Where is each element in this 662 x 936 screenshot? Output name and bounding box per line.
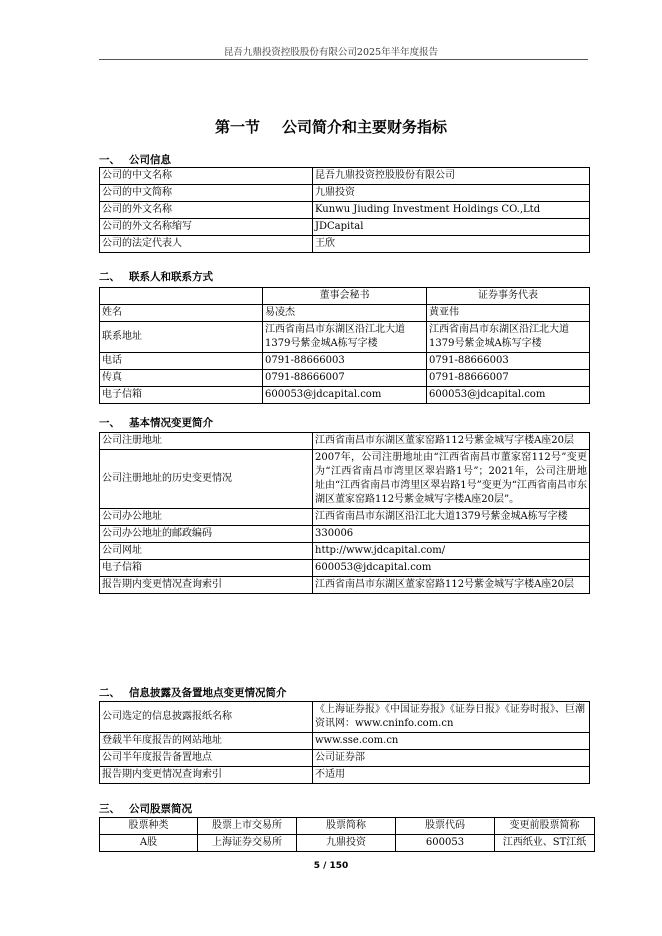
table-row: A股 上海证券交易所 九鼎投资 600053 江西纸业、ST江纸 [100,835,595,852]
table-header-row: 董事会秘书 证券事务代表 [100,288,590,305]
contacts-table [99,287,590,404]
table-row: 传真 0791-88666007 0791-88666007 [100,370,590,387]
basic-info-table [99,432,590,594]
table-row: 公司的中文简称 九鼎投资 [100,185,590,202]
section-heading-stock: 三、 公司股票简况 [99,803,192,815]
report-header: 昆吾九鼎投资控股股份有限公司2025年半年度报告 [223,47,439,58]
section-heading-disclosure: 二、 信息披露及备置地点变更情况简介 [99,687,287,699]
table-row: 公司办公地址的邮政编码 330006 [100,526,590,543]
table-row: 公司半年度报告备置地点 公司证券部 [100,750,590,767]
disclosure-table [99,701,590,784]
table-row: 电话 0791-88666003 0791-88666003 [100,353,590,370]
header-divider [99,59,588,60]
table-row: 登载半年度报告的网站地址 www.sse.com.cn [100,733,590,750]
chapter-name: 公司简介和主要财务指标 [282,118,448,136]
table-row: 公司的外文名称缩写 JDCapital [100,219,590,236]
chapter-label: 第一节 [214,118,260,136]
table-row: 公司办公地址 江西省南昌市东湖区沿江北大道1379号紫金城A栋写字楼 [100,509,590,526]
table-row: 公司网址 http://www.jdcapital.com/ [100,543,590,560]
table-row: 公司注册地址 江西省南昌市东湖区董家窑路112号紫金城写字楼A座20层 [100,433,590,450]
page-number: 5 / 150 [313,861,349,871]
table-row: 电子信箱 600053@jdcapital.com 600053@jdcapital.com [100,387,590,404]
table-row: 公司选定的信息披露报纸名称 《上海证券报》《中国证券报》《证券日报》《证券时报》、巨潮资讯网：www.cninfo.com.cn [100,702,590,733]
table-row: 姓名 易凌杰 黄亚伟 [100,305,590,322]
table-row: 公司注册地址的历史变更情况 2007年，公司注册地址由“江西省南昌市董家窑112号”变更为“江西省南昌市湾里区翠岩路1号”；2021年，公司注册地址由“江西省南昌市湾里区翠岩路1号”变更为“江西省南昌市东湖区董家窑路112号紫金城写字楼A座20层”。 [100,450,590,509]
company-info-table [99,167,590,253]
table-row: 公司的外文名称 Kunwu Jiuding Investment Holdings CO.,Ltd [100,202,590,219]
table-row: 公司的中文名称 昆吾九鼎投资控股股份有限公司 [100,168,590,185]
stock-table [99,817,595,852]
table-row: 公司的法定代表人 王欣 [100,236,590,253]
section-heading-contacts: 二、 联系人和联系方式 [99,271,213,283]
table-row: 报告期内变更情况查询索引 不适用 [100,767,590,784]
section-heading-company-info: 一、 公司信息 [99,154,171,166]
table-row: 联系地址 江西省南昌市东湖区沿江北大道1379号紫金城A栋写字楼 江西省南昌市东湖区沿江北大道1379号紫金城A栋写字楼 [100,322,590,353]
section-heading-basic-info: 一、 基本情况变更简介 [99,417,213,429]
table-row: 电子信箱 600053@jdcapital.com [100,560,590,577]
table-header-row: 股票种类 股票上市交易所 股票简称 股票代码 变更前股票简称 [100,818,595,835]
chapter-title [0,116,662,137]
table-row: 报告期内变更情况查询索引 江西省南昌市东湖区董家窑路112号紫金城写字楼A座20层 [100,577,590,594]
